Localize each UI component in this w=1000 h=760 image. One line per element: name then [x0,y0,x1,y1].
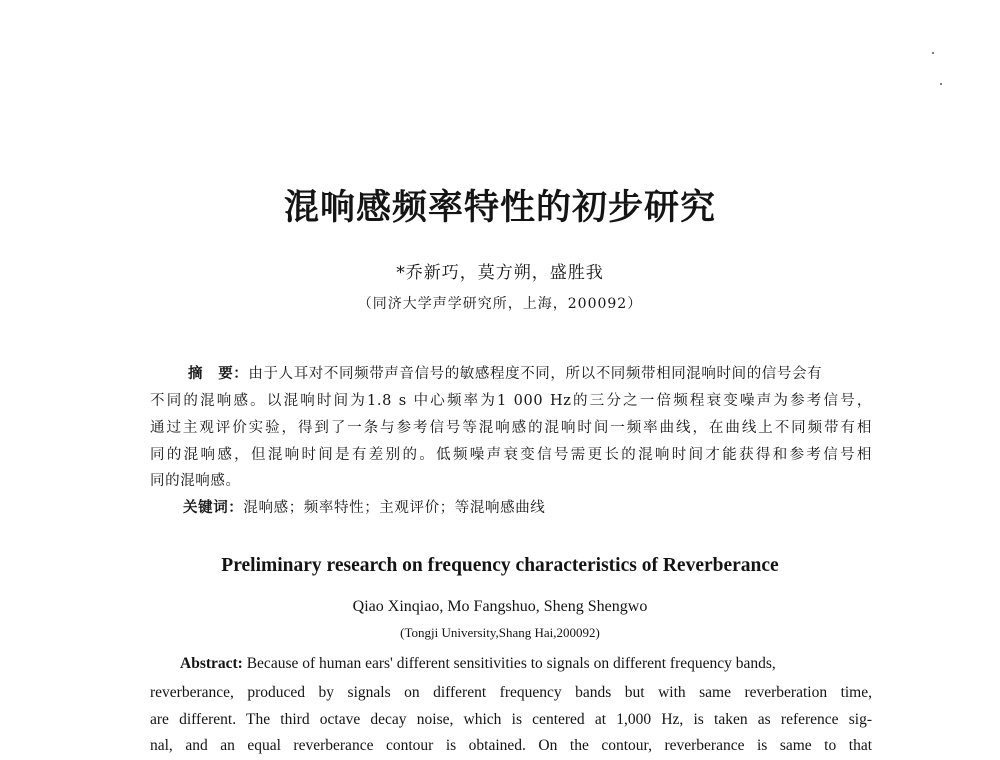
abstract-en-text: Because of human ears' different sensitivities to signals on different frequency bands, [246,655,776,672]
abstract-cn-line-1 [188,362,872,383]
paper-title-en: Preliminary research on frequency characteristics of Reverberance [221,555,779,576]
abstract-en-line-3: are different. The third octave decay noise, which is centered at 1,000 Hz, is taken as reference sig- [150,711,872,728]
abstract-en-line-1 [180,655,872,673]
keywords-cn-label: 关键词： [183,499,244,516]
abstract-cn-line-2: 不同的混响感。以混响时间为1.8 s 中心频率为1 000 Hz的三分之一倍频程衰变噪声为参考信号， [150,393,872,409]
scan-speck [932,52,934,54]
abstract-cn-line-5: 同的混响感。 [150,473,241,489]
authors-cn: *乔新巧，莫方朔，盛胜我 [396,263,604,283]
affiliation-en: (Tongji University,Shang Hai,200092) [400,625,600,640]
keywords-cn [183,496,872,517]
authors-en: Qiao Xinqiao, Mo Fangshuo, Sheng Shengwo [352,598,648,615]
scan-speck [940,83,942,85]
abstract-en-line-2: reverberance, produced by signals on different frequency bands but with same reverberation time, [150,684,872,701]
keywords-cn-text: 混响感；频率特性；主观评价；等混响感曲线 [243,500,546,516]
abstract-en-line-4: nal, and an equal reverberance contour is obtained. On the contour, reverberance is same to that [150,737,872,754]
abstract-cn-label: 摘 要： [188,365,249,382]
abstract-cn-line-3: 通过主观评价实验，得到了一条与参考信号等混响感的混响时间一频率曲线，在曲线上不同频带有相 [150,420,872,436]
abstract-cn-text: 由于人耳对不同频带声音信号的敏感程度不同，所以不同频带相同混响时间的信号会有 [248,366,823,382]
affiliation-cn: （同济大学声学研究所，上海，200092） [357,296,643,312]
paper-title-cn: 混响感频率特性的初步研究 [283,187,716,228]
abstract-en-label: Abstract: [180,655,243,672]
abstract-cn-line-4: 同的混响感，但混响时间是有差别的。低频噪声衰变信号需更长的混响时间才能获得和参考信号相 [150,447,872,463]
